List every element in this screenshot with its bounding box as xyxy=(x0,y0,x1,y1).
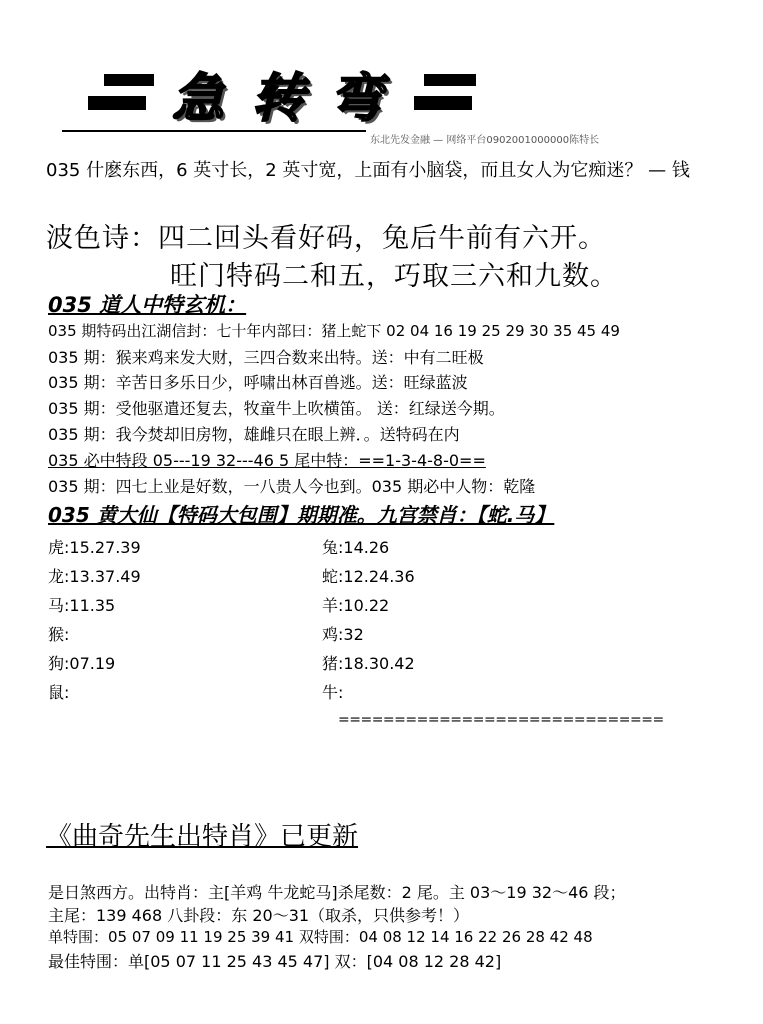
zodiac-left: 马:11.35 xyxy=(48,596,116,615)
quqi-line: 是日煞西方。出特肖：主[羊鸡 牛龙蛇马]杀尾数：2 尾。主 03～19 32～46 段； xyxy=(48,883,626,902)
daoren-line: 035 期特码出江湖信封：七十年内部曰：猪上蛇下 02 04 16 19 25 29 30 35 45 49 xyxy=(48,322,620,340)
title-char-3: 弯 xyxy=(330,68,383,129)
poem-line-2: 旺门特码二和五，巧取三六和九数。 xyxy=(170,261,618,292)
title-left-bar-top xyxy=(104,74,154,86)
zodiac-right: 牛: xyxy=(322,683,344,702)
quqi-line: 单特围：05 07 09 11 19 25 39 41 双特围：04 08 12 14 16 22 26 28 42 48 xyxy=(48,928,593,946)
title-right-bar-top xyxy=(424,74,476,86)
zodiac-right: 羊:10.22 xyxy=(322,596,390,615)
poem-line-1: 波色诗：四二回头看好码，兔后牛前有六开。 xyxy=(46,223,606,254)
title-char-2: 转 xyxy=(252,68,305,129)
quqi-line: 主尾：139 468 八卦段：东 20～31（取杀，只供参考！） xyxy=(48,906,470,925)
zodiac-left: 鼠: xyxy=(48,683,70,702)
daoren-line-underlined: 035 必中特段 05---19 32---46 5 尾中特：==1-3-4-8-0== xyxy=(48,451,486,470)
zodiac-left: 虎:15.27.39 xyxy=(48,538,141,557)
title-underline xyxy=(62,130,366,132)
daoren-line: 035 期：受他驱遣还复去，牧童牛上吹横笛。 送：红绿送今期。 xyxy=(48,399,505,418)
equals-divider: ============================= xyxy=(338,712,664,728)
title-char-1: 急 xyxy=(172,68,225,129)
daoren-line: 035 期：辛苦日多乐日少，呼啸出林百兽逃。送：旺绿蓝波 xyxy=(48,373,468,392)
zodiac-right: 鸡:32 xyxy=(322,625,364,644)
title-left-bar-bottom xyxy=(88,96,146,110)
zodiac-left: 狗:07.19 xyxy=(48,654,116,673)
quqi-line: 最佳特围：单[05 07 11 25 43 45 47] 双：[04 08 12 28 42] xyxy=(48,952,502,971)
riddle-line: 035 什麽东西，6 英寸长，2 英寸宽，上面有小脑袋，而且女人为它痴迷？ — 钱 xyxy=(46,160,690,181)
zodiac-right: 猪:18.30.42 xyxy=(322,654,415,673)
title-right-bar-bottom xyxy=(414,96,472,110)
huangdaxian-heading: 035 黄大仙【特码大包围】期期准。九宫禁肖：【蛇.马】 xyxy=(48,503,555,527)
daoren-line: 035 期：我今焚却旧房物，雄雌只在眼上辨．。送特码在内 xyxy=(48,425,460,444)
zodiac-right: 蛇:12.24.36 xyxy=(322,567,415,586)
daoren-heading: 035 道人中特玄机： xyxy=(48,293,247,317)
daoren-line: 035 期：猴来鸡来发大财，三四合数来出特。送：中有二旺极 xyxy=(48,348,484,367)
zodiac-left: 龙:13.37.49 xyxy=(48,567,141,586)
header-sub-note: 东北先发金融 — 网络平台0902001000000陈特长 xyxy=(370,135,600,146)
quqi-update-title: 《曲奇先生出特肖》已更新 xyxy=(46,822,359,852)
zodiac-right: 兔:14.26 xyxy=(322,538,390,557)
daoren-line: 035 期：四七上业是好数，一八贵人今也到。035 期必中人物：乾隆 xyxy=(48,477,536,496)
zodiac-left: 猴: xyxy=(48,625,70,644)
